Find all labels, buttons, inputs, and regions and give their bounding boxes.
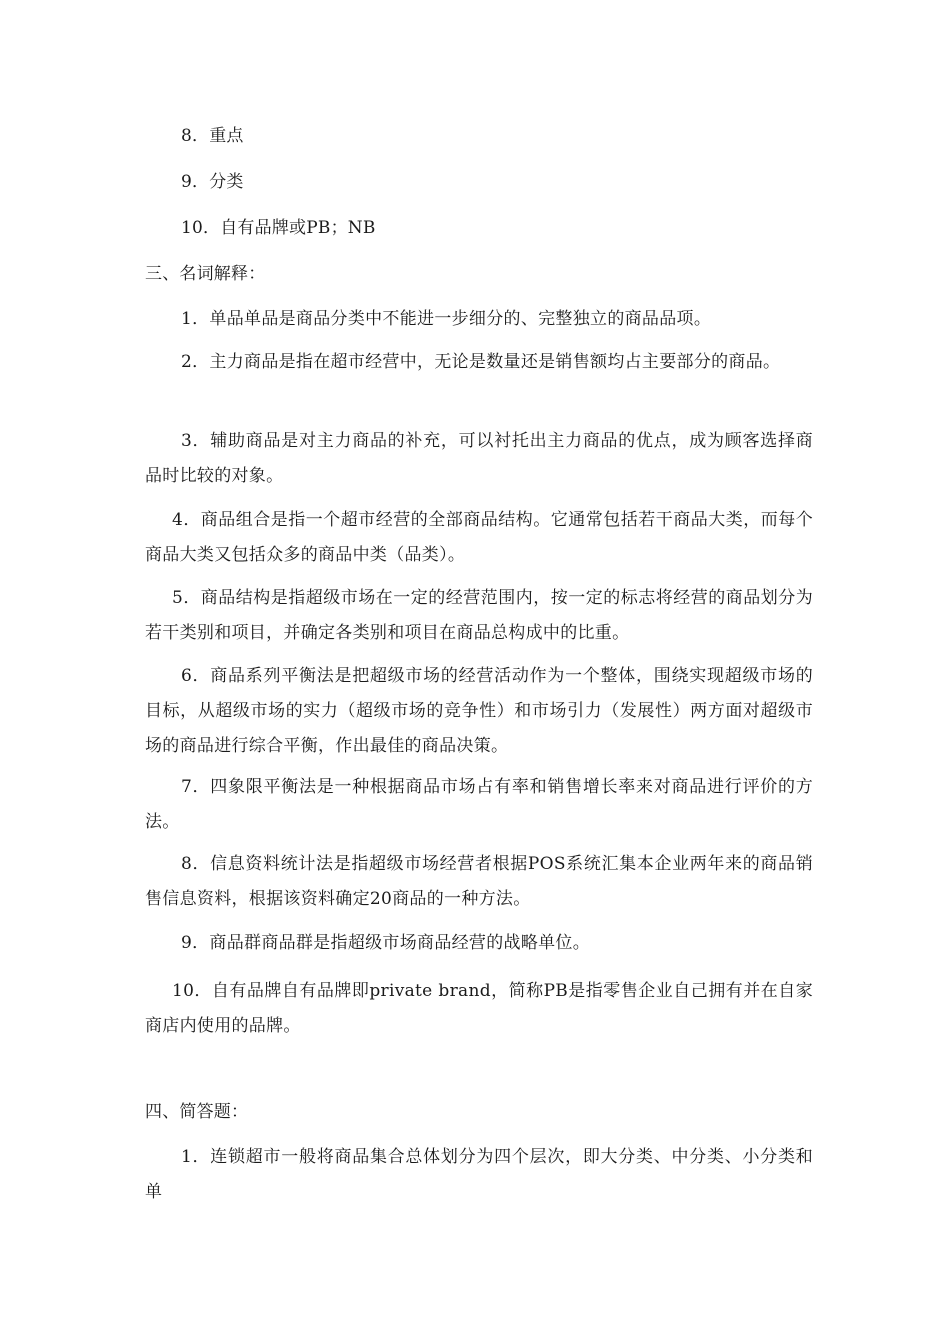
definition-item-9: 9．商品群商品群是指超级市场商品经营的战略单位。 <box>181 933 591 953</box>
answer-item-10: 10．自有品牌或PB；NB <box>181 218 376 238</box>
section-heading-term-definitions: 三、名词解释： <box>145 264 266 284</box>
definition-item-5: 5．商品结构是指超级市场在一定的经营范围内，按一定的标志将经营的商品划分为若干类别和项目，并确定各类别和项目在商品总构成中的比重。 <box>145 588 813 643</box>
short-answer-item-1: 1．连锁超市一般将商品集合总体划分为四个层次，即大分类、中分类、小分类和单 <box>145 1147 813 1202</box>
definition-item-10: 10．自有品牌自有品牌即private brand，简称PB是指零售企业自己拥有并在自家商店内使用的品牌。 <box>145 981 813 1036</box>
definition-item-8: 8．信息资料统计法是指超级市场经营者根据POS系统汇集本企业两年来的商品销售信息资料，根据该资料确定20商品的一种方法。 <box>145 854 813 909</box>
definition-item-1: 1．单品单品是商品分类中不能进一步细分的、完整独立的商品品项。 <box>181 309 712 329</box>
answer-item-9: 9．分类 <box>181 172 244 192</box>
definition-item-4: 4．商品组合是指一个超市经营的全部商品结构。它通常包括若干商品大类，而每个商品大类又包括众多的商品中类（品类）。 <box>145 510 813 565</box>
definition-item-2: 2．主力商品是指在超市经营中，无论是数量还是销售额均占主要部分的商品。 <box>181 352 781 372</box>
definition-item-7: 7．四象限平衡法是一种根据商品市场占有率和销售增长率来对商品进行评价的方法。 <box>145 777 813 832</box>
definition-item-3: 3．辅助商品是对主力商品的补充，可以衬托出主力商品的优点，成为顾客选择商品时比较的对象。 <box>145 431 813 486</box>
section-heading-short-answer: 四、简答题： <box>145 1102 249 1122</box>
definition-item-6: 6．商品系列平衡法是把超级市场的经营活动作为一个整体，围绕实现超级市场的目标，从超级市场的实力（超级市场的竞争性）和市场引力（发展性）两方面对超级市场的商品进行综合平衡，作出最佳的商品决策。 <box>145 666 813 756</box>
answer-item-8: 8．重点 <box>181 126 244 146</box>
